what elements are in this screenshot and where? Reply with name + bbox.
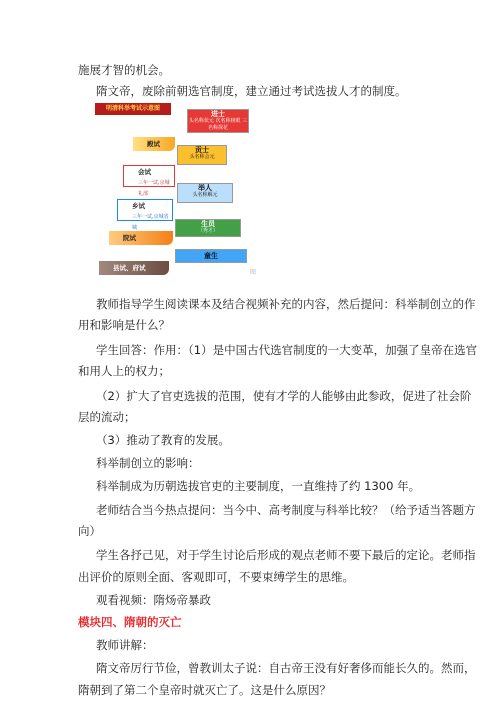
rank-box-juren xyxy=(177,183,233,203)
rank-title: 贡士 xyxy=(195,146,209,154)
paragraph-line: 学生回答：作用：（1）是中国古代选官制度的一大变革，加强了皇帝在选官 xyxy=(96,343,478,357)
paragraph-line: 隋文帝，废除前朝选官制度，建立通过考试选拔人才的制度。 xyxy=(96,84,407,98)
exam-sub: 三年一试,京城礼部 xyxy=(138,180,170,197)
rank-title: 童生 xyxy=(204,252,218,260)
paragraph-line: 和用人上的权力； xyxy=(78,364,170,378)
exam-label: 殿试 xyxy=(147,140,160,148)
exam-label: 乡试 xyxy=(132,202,145,210)
paragraph-line: 教师指导学生阅读课本及结合视频补充的内容，然后提问：科举制创立的作 xyxy=(96,297,476,311)
paragraph-line: （3）推动了教育的发展。 xyxy=(96,433,230,447)
figure-title: 明清科举考试示意图 xyxy=(95,103,171,115)
paragraph-line: 向） xyxy=(78,524,101,538)
exam-hierarchy-figure xyxy=(93,101,260,280)
paragraph-line: 学生各抒己见，对于学生讨论后形成的观点老师不要下最后的定论。老师指 xyxy=(96,548,476,562)
paragraph-line: 施展才智的机会。 xyxy=(78,63,170,77)
paragraph-line: 科举制成为历朝选拔官吏的主要制度，一直维持了约 1300 年。 xyxy=(96,479,421,493)
exam-label: 县试、府试 xyxy=(113,264,146,272)
rank-box-jinshi xyxy=(187,109,249,133)
rank-sub: 头名称解元 xyxy=(192,192,218,198)
rank-box-shengyuan xyxy=(175,219,241,237)
exam-sub: 三年一试,京城省城 xyxy=(132,214,169,231)
figure-watermark: 图 xyxy=(249,269,256,276)
paragraph-line: 教师讲解： xyxy=(96,638,154,652)
paragraph-line: 用和影响是什么？ xyxy=(78,318,170,332)
exam-arrow-xianshi xyxy=(99,261,169,275)
rank-title: 举人 xyxy=(198,184,212,192)
paragraph-line: （2）扩大了官吏选拔的范围，使有才学的人能够由此参政，促进了社会阶 xyxy=(96,389,472,403)
exam-label: 院试 xyxy=(123,234,136,242)
paragraph-line: 隋朝到了第二个皇帝时就灭亡了。这是什么原因？ xyxy=(78,683,331,697)
paragraph-line: 观看视频：隋炀帝暴政 xyxy=(96,593,211,607)
section-heading: 模块四、隋朝的灭亡 xyxy=(78,615,182,629)
exam-arrow-xiangshi xyxy=(117,199,173,231)
exam-arrow-dianshi xyxy=(133,137,175,151)
rank-box-gongshi xyxy=(177,145,227,165)
paragraph-line: 出评价的原则全面、客观即可，不要束缚学生的思维。 xyxy=(78,570,354,584)
rank-sub: 头名称会元 xyxy=(189,154,215,160)
exam-arrow-yuanshi xyxy=(109,231,173,245)
exam-arrow-huishi xyxy=(123,165,175,197)
paragraph-line: 隋文帝厉行节俭，曾教训太子说：自古帝王没有好奢侈而能长久的。然而， xyxy=(96,661,476,675)
rank-sub: （秀才） xyxy=(197,228,218,234)
rank-title: 生员 xyxy=(201,220,215,228)
rank-title: 进士 xyxy=(211,110,225,118)
rank-sub: 头名称状元 次名称榜眼 三名称探花 xyxy=(188,118,248,131)
exam-label: 会试 xyxy=(138,168,151,176)
paragraph-line: 老师结合当今热点提问：当今中、高考制度与科举比较？（给予适当答题方 xyxy=(96,503,476,517)
paragraph-line: 科举制创立的影响： xyxy=(96,456,200,470)
rank-box-tongsheng xyxy=(175,249,247,263)
paragraph-line: 层的流动； xyxy=(78,410,136,424)
